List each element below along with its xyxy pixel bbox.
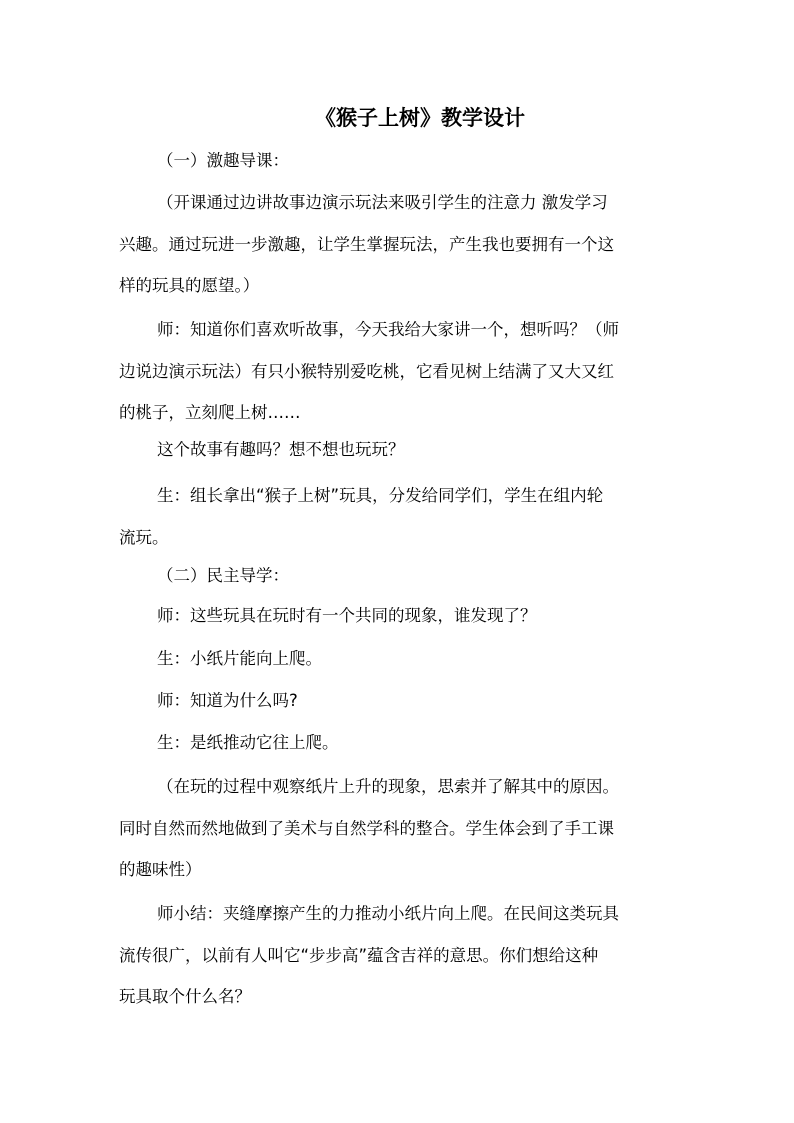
paragraph-teacher-summary — [119, 893, 619, 1018]
section-heading-1: （一）激趣导课： — [157, 151, 289, 170]
paragraph-line: 兴趣。通过玩进一步激趣，让学生掌握玩法，产生我也要拥有一个这 — [119, 234, 614, 254]
document-title: 《猴子上树》教学设计 — [315, 106, 525, 130]
paragraph-line: 同时自然而然地做到了美术与自然学科的整合。学生体会到了手工课 — [119, 818, 614, 838]
paragraph-line: 师：知道你们喜欢听故事，今天我给大家讲一个，想听吗？（师 — [157, 320, 619, 339]
paragraph-line: 的趣味性） — [119, 860, 202, 879]
paragraph-line: 师小结：夹缝摩擦产生的力推动小纸片向上爬。在民间这类玩具 — [157, 904, 619, 923]
paragraph-line: 生：组长拿出“猴子上树”玩具，分发给同学们，学生在组内轮 — [157, 486, 604, 505]
paragraph-line: 样的玩具的愿望。） — [119, 276, 260, 295]
paragraph-teacher-story — [119, 309, 619, 434]
paragraph-observation-note — [119, 766, 619, 891]
paragraph-line: 流玩。 — [119, 527, 169, 547]
paragraph-student-play — [119, 475, 603, 558]
paragraph-line: 玩具取个什么名？ — [119, 987, 251, 1006]
section-heading-2: （二）民主导学： — [157, 566, 289, 585]
paragraph-student-answer-2: 生：是纸推动它往上爬。 — [157, 733, 339, 752]
paragraph-teacher-why: 师：知道为什么吗? — [157, 691, 298, 710]
paragraph-line: 流传很广，以前有人叫它“步步高”蕴含吉祥的意思。你们想给这种 — [119, 945, 599, 965]
paragraph-line: 边说边演示玩法）有只小猴特别爱吃桃，它看见树上结满了又大又红 — [119, 361, 614, 381]
paragraph-student-answer-1: 生：小纸片能向上爬。 — [157, 649, 322, 668]
paragraph-line: （在玩的过程中观察纸片上升的现象，思索并了解其中的原因。 — [157, 777, 619, 796]
paragraph-intro-note — [119, 182, 614, 307]
paragraph-line: 的桃子，立刻爬上树…… — [119, 403, 301, 422]
paragraph-line: （开课通过边讲故事边演示玩法来吸引学生的注意力 激发学习 — [157, 193, 608, 212]
paragraph-question: 这个故事有趣吗？想不想也玩玩？ — [157, 440, 405, 459]
paragraph-teacher-phenomenon: 师：这些玩具在玩时有一个共同的现象，谁发现了？ — [157, 606, 537, 625]
